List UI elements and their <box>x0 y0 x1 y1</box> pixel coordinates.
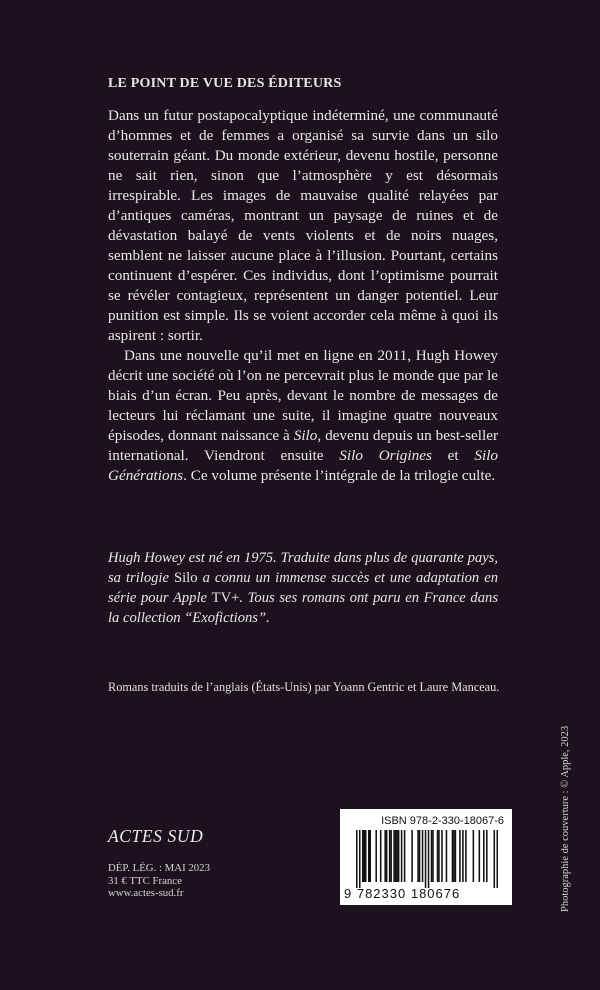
summary-paragraph-2 <box>108 346 498 486</box>
title-silo-origines: Silo Origines <box>339 447 432 464</box>
barcode-bar <box>384 830 386 882</box>
bio-silo: Silo <box>174 570 198 586</box>
barcode-bar <box>431 830 433 882</box>
summary-p2-part-a: Dans une nouvelle qu’il met en ligne en 2011, Hugh Howey décrit une société où l’on ne percevrait plus le monde que par le biais d’un écran. Peu après, devant le nombre de messages de lecteurs lui réclamant une suite, il imagine quatre nouveaux épisodes, donnant naissance à <box>108 347 498 444</box>
barcode-bar <box>428 830 430 888</box>
barcode-bar <box>380 830 382 882</box>
price: 31 € TTC France <box>108 874 182 887</box>
legal-info <box>108 862 210 900</box>
barcode-bar <box>462 830 464 882</box>
barcode-digits: 9 782330 180676 <box>344 886 461 901</box>
summary-p2-part-d: . Ce volume présente l’intégrale de la trilogie culte. <box>183 467 496 484</box>
barcode-bar <box>359 830 361 888</box>
publisher-logo: ACTES SUD <box>108 826 204 846</box>
barcode-bar <box>419 830 421 882</box>
barcode-bar <box>389 830 391 882</box>
barcode-bar <box>446 830 448 882</box>
barcode-bar <box>422 830 424 882</box>
barcode-bar <box>356 830 358 888</box>
barcode-bar <box>404 830 406 882</box>
photo-credit: Photographie de couverture : © Apple, 2023 <box>560 725 571 912</box>
barcode-bar <box>362 830 364 882</box>
bio-part-b: a connu un immense succès et une adaptation en série pour Apple <box>108 570 499 606</box>
barcode-bar <box>386 830 388 882</box>
barcode-bar <box>417 830 419 882</box>
barcode-bar <box>425 830 427 888</box>
barcode-bar <box>411 830 413 882</box>
barcode-bar <box>368 830 370 882</box>
barcode-bar <box>483 830 485 882</box>
barcode-bar <box>398 830 400 882</box>
barcode-bar <box>486 830 488 882</box>
barcode-bar <box>438 830 440 882</box>
bio-tv: TV+ <box>211 590 240 606</box>
summary-paragraph-1: Dans un futur postapocalyptique indéterminé, une communauté d’hommes et de femmes a organisé sa survie dans un silo souterrain géant. Du monde extérieur, devenu hostile, personne ne sait rien, sinon que l’atmosphère y est désormais irrespirable. Les images de mauvaise qualité relayées par d’antiques caméras, montrant un paysage de ruines et de dévastation balayé de vents violents et de noirs nuages, semblent ne laisser aucune place à l’illusion. Pourtant, certains continuent d’espérer. Ces individus, dont l’optimisme pourrait se révéler contagieux, représentent un danger potentiel. Leur punition est simple. Ils se voient accorder cela même à quoi ils aspirent : sortir. <box>108 107 498 344</box>
barcode-bar <box>365 830 367 882</box>
barcode-icon <box>356 830 498 888</box>
barcode-bar <box>479 830 481 882</box>
section-heading: LE POINT DE VUE DES ÉDITEURS <box>108 76 342 91</box>
barcode-bar <box>363 830 365 882</box>
title-silo: Silo <box>293 427 318 444</box>
barcode-bar <box>393 830 395 882</box>
barcode-box <box>340 809 512 905</box>
barcode-bar <box>452 830 454 882</box>
barcode-bar <box>441 830 443 882</box>
title-silo-generations: Silo Générations <box>108 447 499 484</box>
barcode-bar <box>497 830 498 888</box>
barcode-bar <box>473 830 475 882</box>
barcode-bar <box>375 830 377 882</box>
barcode-bar <box>390 830 392 882</box>
translators-credit: Romans traduits de l’anglais (États-Unis) par Yoann Gentric et Laure Manceau. <box>108 680 500 694</box>
barcode-bar <box>396 830 398 882</box>
barcode-bar <box>369 830 371 882</box>
barcode-bar <box>401 830 403 882</box>
barcode-bar <box>455 830 457 882</box>
bio-part-a: Hugh Howey est né en 1975. Traduite dans plus de quarante pays, sa trilogie <box>108 550 498 586</box>
website: www.actes-sud.fr <box>108 887 184 899</box>
barcode-bar <box>459 830 461 882</box>
barcode-bar <box>432 830 434 882</box>
summary-text <box>108 106 498 486</box>
summary-p2-part-c: et <box>447 447 459 464</box>
author-bio <box>108 548 498 628</box>
barcode-bar <box>494 830 496 888</box>
summary-p2-part-b: , devenu depuis un best-seller international. Viendront ensuite <box>108 427 499 464</box>
barcode-bar <box>437 830 439 882</box>
isbn-label: ISBN 978-2-330-18067-6 <box>381 815 504 827</box>
legal-deposit: DÉP. LÉG. : MAI 2023 <box>108 862 210 874</box>
bio-part-c: . Tous ses romans ont paru en France dans la collection “Exofictions”. <box>108 590 498 626</box>
barcode-bar <box>395 830 397 882</box>
barcode-bar <box>465 830 467 882</box>
barcode-bar <box>453 830 455 882</box>
